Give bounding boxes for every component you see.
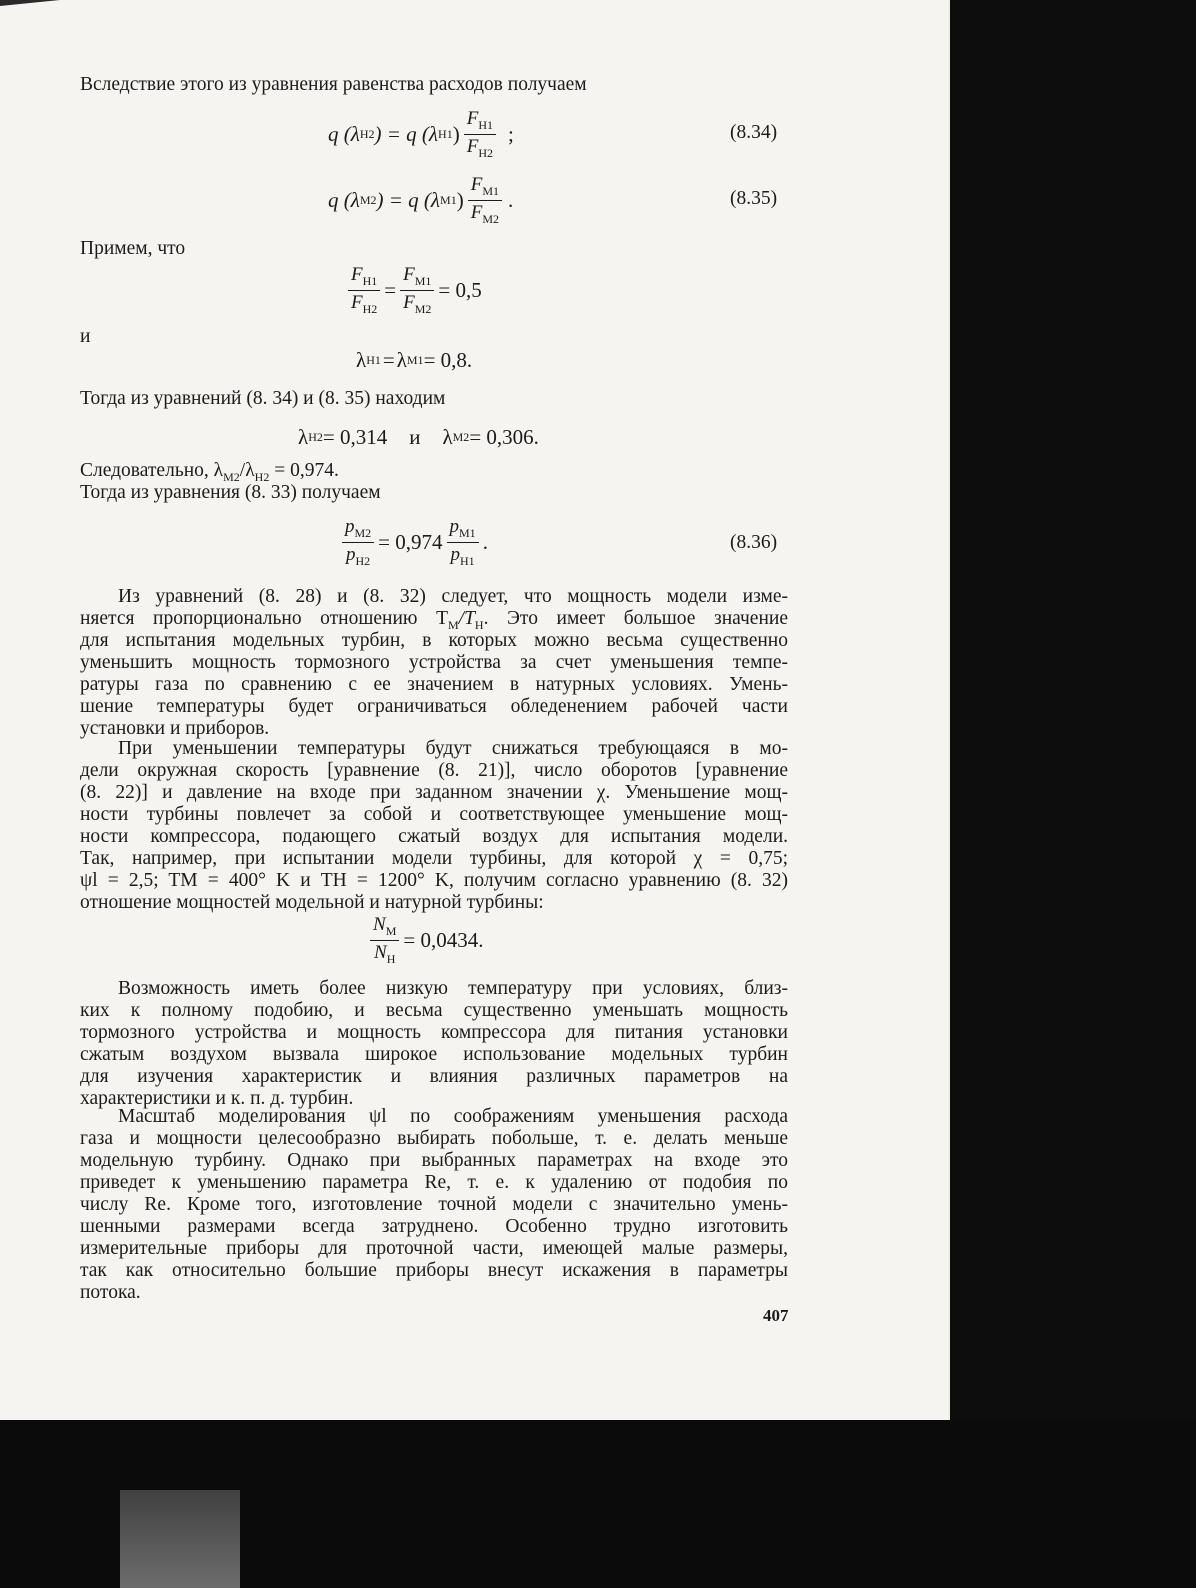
paragraph-line: числу Re. Кроме того, изготовление точной модели с значительно умень- xyxy=(80,1194,788,1215)
equation-number: (8.34) xyxy=(730,122,778,143)
paragraph-line: няется пропорционально отношению $T_М/T_Н$. Это имеет большое значение xyxy=(80,608,788,632)
paragraph-line: так как относительно большие приборы внесут искажения в параметры xyxy=(80,1260,788,1281)
paragraph-line: потока. xyxy=(80,1282,141,1303)
paragraph-line: ности компрессора, подающего сжатый воздух для испытания модели. xyxy=(80,826,788,847)
paragraph-line: Так, например, при испытании модели турбины, для которой χ = 0,75; xyxy=(80,848,788,869)
paragraph-line: тормозного устройства и мощность компрессора для питания установки xyxy=(80,1022,788,1043)
paragraph-line: При уменьшении температуры будут снижаться требующаяся в мо- xyxy=(118,738,788,759)
equation-found: λ Н2 = 0,314 и λ М2 = 0,306. xyxy=(298,425,539,449)
equation-lambda: λ Н1 = λ М1 = 0,8. xyxy=(356,348,473,372)
paragraph-line: для изучения характеристик и влияния различных параметров на xyxy=(80,1066,788,1087)
then-line: Тогда из уравнений (8. 34) и (8. 35) находим xyxy=(80,388,446,409)
consequently-line: Следовательно, $\lambda_{М2}/\lambda_{Н2} = 0,974$. xyxy=(80,460,339,484)
and-word: и xyxy=(80,326,91,347)
scan-background-right xyxy=(950,0,1196,1588)
paragraph-line: измерительные приборы для проточной части, имеющей малые размеры, xyxy=(80,1238,788,1259)
equation-8-36: $\frac{p_{М2}}{p_{Н2}}$ = 0,974 $\frac{p_{М1}}{p_{Н1}}$ . xyxy=(338,516,488,569)
paragraph-line: для испытания модельных турбин, в которых можно весьма существенно xyxy=(80,630,788,651)
intro-line: Вследствие этого из уравнения равенства расходов получаем xyxy=(80,74,587,95)
equation-number: (8.36) xyxy=(730,532,778,553)
paragraph-line: ψl = 2,5; TМ = 400° K и TН = 1200° K, получим согласно уравнению (8. 32) xyxy=(80,870,788,891)
paragraph-line: ких к полному подобию, и весьма существенно уменьшать мощность xyxy=(80,1000,788,1021)
paragraph-line: Масштаб моделирования ψl по соображениям уменьшения расхода xyxy=(118,1106,788,1127)
paragraph-line: установки и приборов. xyxy=(80,718,270,739)
paragraph-line: модельную турбину. Однако при выбранных параметрах на входе это xyxy=(80,1150,788,1171)
paragraph-line: газа и мощности целесообразно выбирать побольше, т. е. делать меньше xyxy=(80,1128,788,1149)
paragraph-line: Из уравнений (8. 28) и (8. 32) следует, что мощность модели изме- xyxy=(118,586,788,607)
paragraph-line: (8. 22)] и давление на входе при заданном значении χ. Уменьшение мощ- xyxy=(80,782,788,803)
scan-artifact xyxy=(120,1490,240,1588)
then-line-2: Тогда из уравнения (8. 33) получаем xyxy=(80,482,381,503)
paragraph-line: ратуры газа по сравнению с ее значением в натурных условиях. Умень- xyxy=(80,674,788,695)
equation-number: (8.35) xyxy=(730,188,778,209)
paragraph-line: приведет к уменьшению параметра Re, т. е. к удалению от подобия по xyxy=(80,1172,788,1193)
equation-8-35: q (λ М2 ) = q (λ М1 ) $\frac{F_{М1}}{F_{М2}}$ . xyxy=(328,174,514,226)
paragraph-line: шение температуры будет ограничиваться обледенением рабочей части xyxy=(80,696,788,717)
paragraph-line: отношение мощностей модельной и натурной турбины: xyxy=(80,892,544,913)
paragraph-line: характеристики и к. п. д. турбин. xyxy=(80,1088,354,1109)
corner-mark xyxy=(0,0,60,6)
paragraph-line: ности турбины повлечет за собой и соответствующее уменьшение мощ- xyxy=(80,804,788,825)
paragraph-line: шенными размерами всегда затруднено. Особенно трудно изготовить xyxy=(80,1216,788,1237)
paragraph-line: сжатым воздухом вызвала широкое использование модельных турбин xyxy=(80,1044,788,1065)
equation-ratio: $\frac{F_{Н1}}{F_{Н2}}$ = $\frac{F_{М1}}{F_{М2}}$ = 0,5 xyxy=(344,264,482,317)
assume-line: Примем, что xyxy=(80,238,186,259)
paragraph-line: Возможность иметь более низкую температуру при условиях, близ- xyxy=(118,978,788,999)
page-number: 407 xyxy=(763,1306,789,1325)
paragraph-line: уменьшить мощность тормозного устройства за счет уменьшения темпе- xyxy=(80,652,788,673)
equation-8-34: q (λ Н2 ) = q (λ Н1 ) $\frac{F_{Н1}}{F_{Н2}}$ ; xyxy=(328,108,514,160)
paragraph-line: дели окружная скорость [уравнение (8. 21)], число оборотов [уравнение xyxy=(80,760,788,781)
equation-power: $\frac{N_М}{N_Н}$ = 0,0434. xyxy=(366,914,483,967)
